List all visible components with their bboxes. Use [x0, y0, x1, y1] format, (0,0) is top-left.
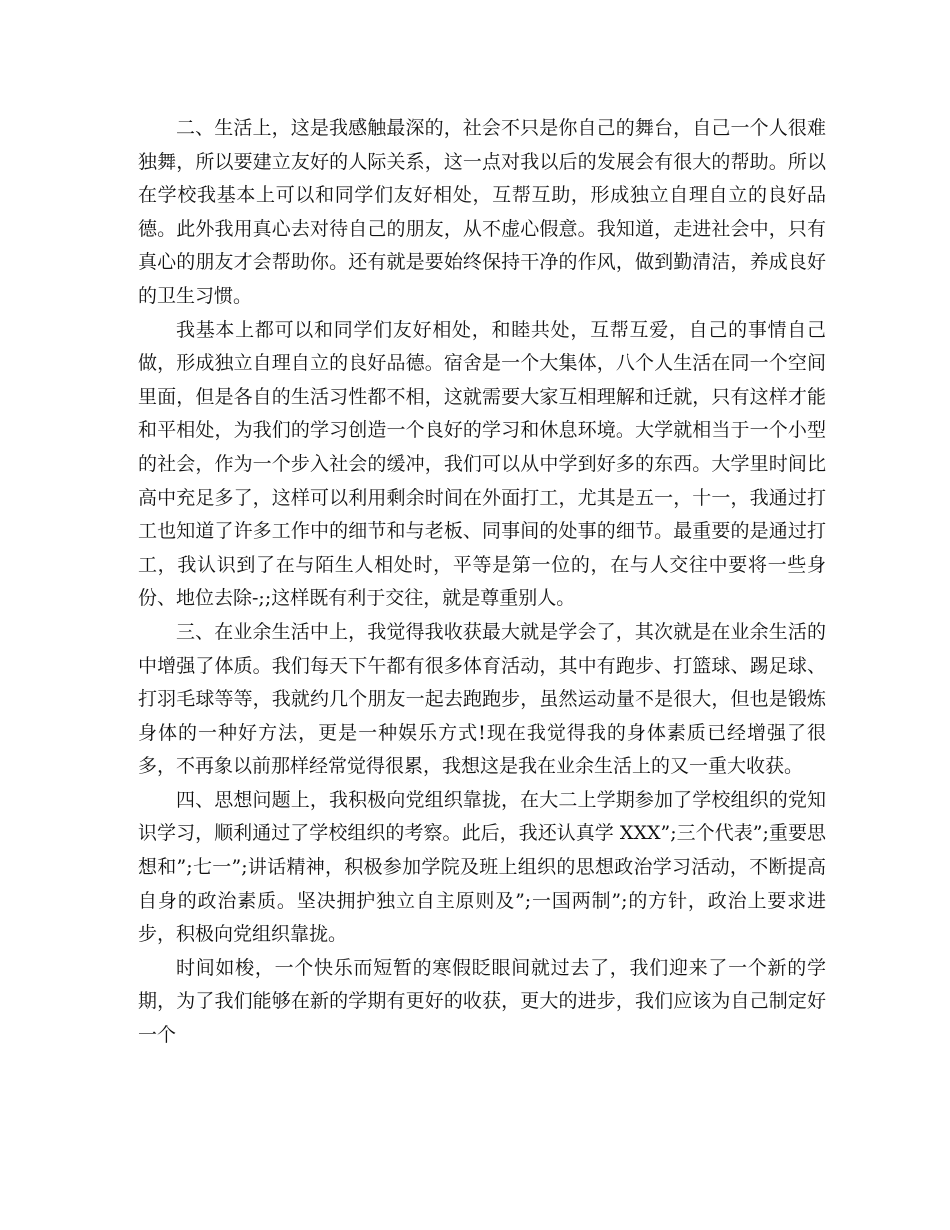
document-body	[138, 112, 826, 1053]
paragraph-dormitory: 我基本上都可以和同学们友好相处，和睦共处，互帮互爱，自己的事情自己做，形成独立自理自立的良好品德。宿舍是一个大集体，八个人生活在同一个空间里面，但是各自的生活习性都不相，这就需要大家互相理解和迁就，只有这样才能和平相处，为我们的学习创造一个良好的学习和休息环境。大学就相当于一个小型的社会，作为一个步入社会的缓冲，我们可以从中学到好多的东西。大学里时间比高中充足多了，这样可以利用剩余时间在外面打工，尤其是五一，十一，我通过打工也知道了许多工作中的细节和与老板、同事间的处事的细节。最重要的是通过打工，我认识到了在与陌生人相处时，平等是第一位的，在与人交往中要将一些身份、地位去除-;;这样既有利于交往，就是尊重别人。	[138, 318, 826, 610]
paragraph-new-semester: 时间如梭，一个快乐而短暂的寒假眨眼间就过去了，我们迎来了一个新的学期，为了我们能够在新的学期有更好的收获，更大的进步，我们应该为自己制定好一个	[138, 956, 826, 1047]
paragraph-leisure: 三、在业余生活中上，我觉得我收获最大就是学会了，其次就是在业余生活的中增强了体质。我们每天下午都有很多体育活动，其中有跑步、打篮球、踢足球、打羽毛球等等，我就约几个朋友一起去跑跑步，虽然运动量不是很大，但也是锻炼身体的一种好方法，更是一种娱乐方式!现在我觉得我的身体素质已经增强了很多，不再象以前那样经常觉得很累，我想这是我在业余生活上的又一重大收获。	[138, 620, 826, 778]
paragraph-life: 二、生活上，这是我感触最深的，社会不只是你自己的舞台，自己一个人很难独舞，所以要建立友好的人际关系，这一点对我以后的发展会有很大的帮助。所以在学校我基本上可以和同学们友好相处，互帮互助，形成独立自理自立的良好品德。此外我用真心去对待自己的朋友，从不虚心假意。我知道，走进社会中，只有真心的朋友才会帮助你。还有就是要始终保持干净的作风，做到勤清洁，养成良好的卫生习惯。	[138, 117, 826, 307]
paragraph-ideology: 四、思想问题上，我积极向党组织靠拢，在大二上学期参加了学校组织的党知识学习，顺利通过了学校组织的考察。此后，我还认真学 XXX”;三个代表”;重要思想和”;七一”;讲话精神，积极参加学院及班上组织的思想政治学习活动，不断提高自身的政治素质。坚决拥护独立自主原则及”;一国两制”;的方针，政治上要求进步，积极向党组织靠拢。	[138, 788, 826, 946]
